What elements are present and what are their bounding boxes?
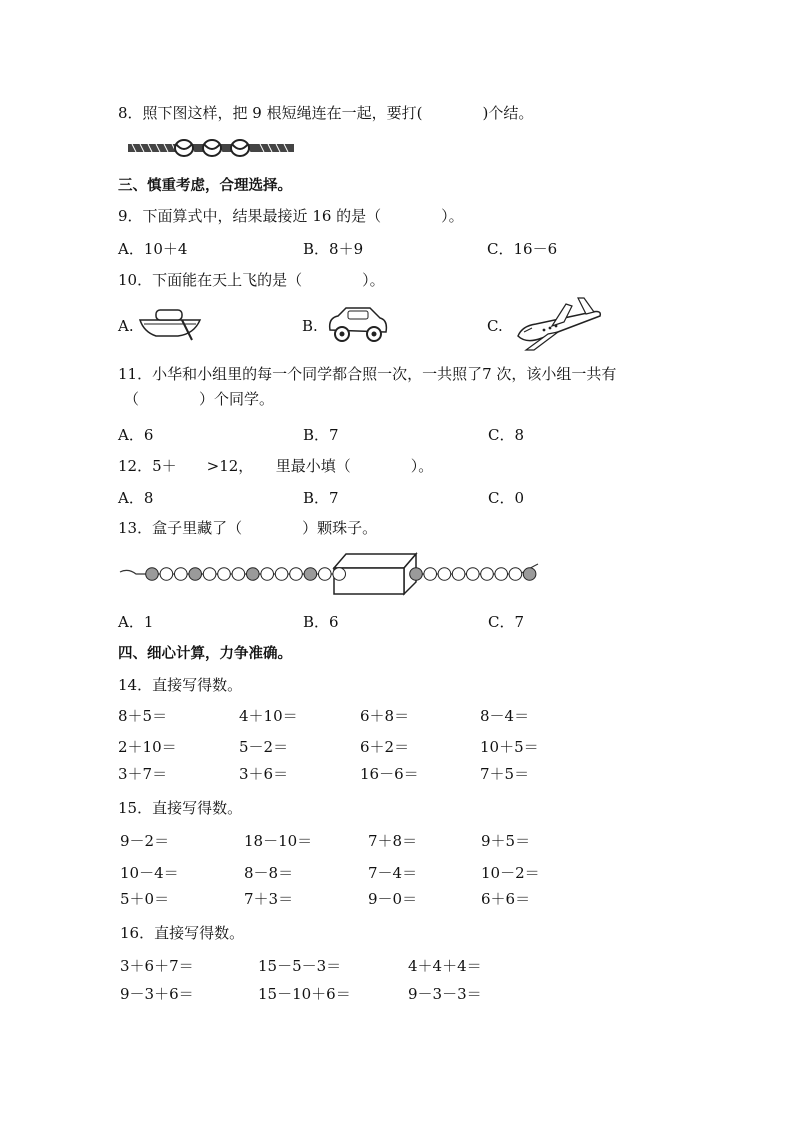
bead [523,568,536,581]
q12-option-b[interactable]: B．7 [303,489,339,507]
bead [146,568,159,581]
question-13: 13．盒子里藏了（ ）颗珠子。 [118,519,378,537]
q11-option-b[interactable]: B．7 [303,426,339,444]
rope-knots-figure [128,138,298,158]
q15-item[interactable]: 7＋8＝ [368,832,418,850]
q14-item[interactable]: 6＋2＝ [360,738,410,756]
q15-item[interactable]: 10－2＝ [481,864,540,882]
q16-item[interactable]: 9－3－3＝ [408,985,482,1003]
bead [438,568,451,581]
q10-option-b[interactable]: B. [302,317,318,335]
bead [304,568,317,581]
q14-item[interactable]: 3＋7＝ [118,765,168,783]
q14-item[interactable]: 10＋5＝ [480,738,539,756]
q14-item[interactable]: 4＋10＝ [239,707,298,725]
q13-option-b[interactable]: B．6 [303,613,339,631]
q15-item[interactable]: 7－4＝ [368,864,418,882]
q14-item[interactable]: 6＋8＝ [360,707,410,725]
q9-option-b[interactable]: B．8＋9 [303,240,364,258]
q14-item[interactable]: 5－2＝ [239,738,289,756]
bead [333,568,346,581]
bead [275,568,288,581]
bead [290,568,303,581]
section-4-title: 四、细心计算，力争准确。 [118,646,292,662]
q15-item[interactable]: 9－0＝ [368,890,418,908]
question-12: 12．5＋ >12， 里最小填（ ）。 [118,457,434,475]
bead [410,568,423,581]
q16-item[interactable]: 15－10＋6＝ [258,985,351,1003]
q10-option-c[interactable]: C. [487,317,503,335]
car-icon [326,304,390,344]
bead [481,568,494,581]
bead [203,568,216,581]
q10-option-a[interactable]: A. [118,317,134,335]
q14-item[interactable]: 8－4＝ [480,707,530,725]
bead [160,568,173,581]
q15-item[interactable]: 6＋6＝ [481,890,531,908]
bead [218,568,231,581]
q12-option-c[interactable]: C．0 [488,489,525,507]
knot-icon [175,140,249,156]
bead [247,568,260,581]
bead-string-figure [120,550,540,600]
q16-item[interactable]: 15－5－3＝ [258,957,342,975]
q12-option-a[interactable]: A．8 [118,489,154,507]
q15-item[interactable]: 8－8＝ [244,864,294,882]
q15-item[interactable]: 9－2＝ [120,832,170,850]
q14-item[interactable]: 7＋5＝ [480,765,530,783]
question-14-title: 14．直接写得数。 [118,676,243,694]
bead [467,568,480,581]
boat-icon [138,306,204,342]
q15-item[interactable]: 7＋3＝ [244,890,294,908]
q13-option-a[interactable]: A．1 [118,613,154,631]
q14-item[interactable]: 8＋5＝ [118,707,168,725]
q14-item[interactable]: 2＋10＝ [118,738,177,756]
bead [261,568,274,581]
bead [189,568,202,581]
bead [424,568,437,581]
question-11-line-2: （ ）个同学。 [124,390,275,408]
box-icon [334,554,416,594]
q9-option-c[interactable]: C．16－6 [487,240,558,258]
q11-option-c[interactable]: C．8 [488,426,525,444]
q15-item[interactable]: 9＋5＝ [481,832,531,850]
q15-item[interactable]: 10－4＝ [120,864,179,882]
question-11-line-1: 11．小华和小组里的每一个同学都合照一次，一共照了7 次，该小组一共有 [118,365,617,383]
q16-item[interactable]: 4＋4＋4＝ [408,957,482,975]
question-16-title: 16．直接写得数。 [120,924,245,942]
q9-option-a[interactable]: A．10＋4 [118,240,188,258]
bead [319,568,332,581]
bead [495,568,508,581]
bead [232,568,245,581]
bead [175,568,188,581]
question-8: 8．照下图这样，把 9 根短绳连在一起，要打( )个结。 [118,104,534,122]
bead [452,568,465,581]
q16-item[interactable]: 9－3＋6＝ [120,985,194,1003]
bead [509,568,522,581]
question-10: 10．下面能在天上飞的是（ ）。 [118,271,385,289]
q14-item[interactable]: 16－6＝ [360,765,419,783]
q14-item[interactable]: 3＋6＝ [239,765,289,783]
q13-option-c[interactable]: C．7 [488,613,525,631]
q15-item[interactable]: 18－10＝ [244,832,313,850]
q11-option-a[interactable]: A．6 [118,426,154,444]
q16-item[interactable]: 3＋6＋7＝ [120,957,194,975]
section-3-title: 三、慎重考虑，合理选择。 [118,178,292,194]
question-15-title: 15．直接写得数。 [118,799,243,817]
airplane-icon [512,294,604,352]
q15-item[interactable]: 5＋0＝ [120,890,170,908]
question-9: 9．下面算式中，结果最接近 16 的是（ ）。 [118,207,464,225]
